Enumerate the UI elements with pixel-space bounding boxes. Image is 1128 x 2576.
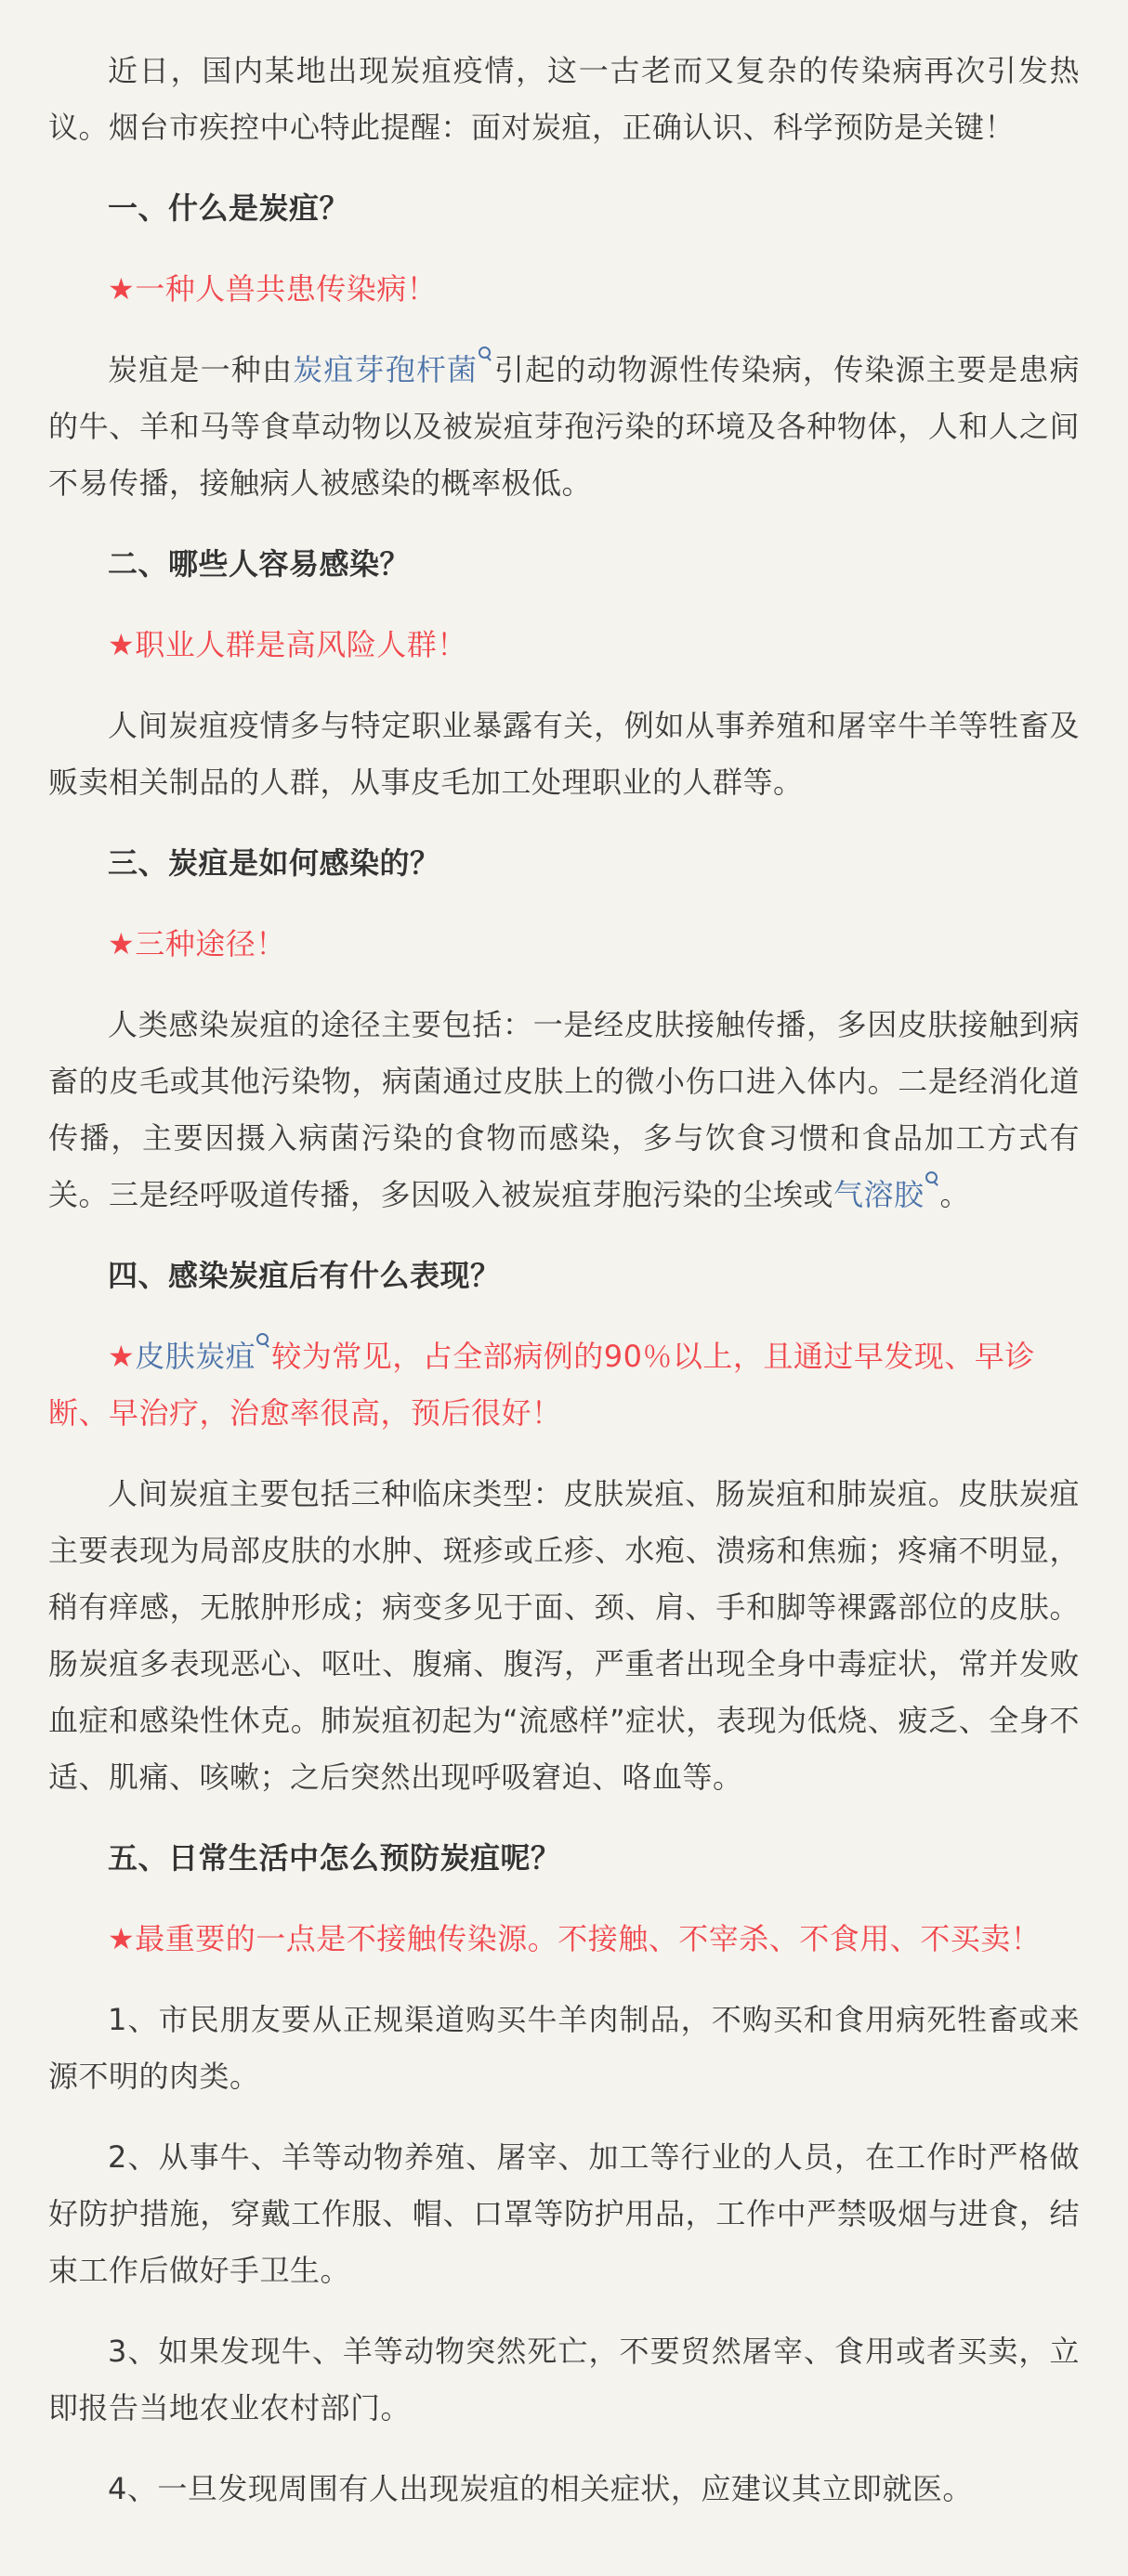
section-2-paragraph: 人间炭疽疫情多与特定职业暴露有关，例如从事养殖和屠宰牛羊等牲畜及贩卖相关制品的人群，从事皮毛加工处理职业的人群等。 <box>48 708 1080 800</box>
section-4-highlight-text: 较为常见，占全部病例的90％以上，且通过早发现、早诊断、早治疗，治愈率很高，预后很好！ <box>48 1339 1035 1431</box>
section-1-highlight: ★一种人兽共患传染病！ <box>108 271 438 307</box>
section-3-text-post: 。 <box>939 1177 971 1212</box>
prevention-item-2: 2、从事牛、羊等动物养殖、屠宰、加工等行业的人员，在工作时严格做好防护措施，穿戴工作服、帽、口罩等防护用品，工作中严禁吸烟与进食，结束工作后做好手卫生。 <box>48 2139 1080 2288</box>
section-2-highlight: ★职业人群是高风险人群！ <box>108 627 467 662</box>
search-icon[interactable] <box>925 1171 938 1188</box>
section-1-text-post: 引起的动物源性传染病，传染源主要是患病的牛、羊和马等食草动物以及被炭疽芽孢污染的环境及各种物体，人和人之间不易传播，接触病人被感染的概率极低。 <box>48 352 1080 501</box>
keyword-link-cutaneous-anthrax[interactable]: 皮肤炭疽 <box>135 1339 256 1374</box>
keyword-link-aerosol[interactable]: 气溶胶 <box>833 1177 925 1212</box>
section-3-paragraph <box>48 997 1080 1223</box>
intro-paragraph: 近日，国内某地出现炭疽疫情，这一古老而又复杂的传染病再次引发热议。烟台市疾控中心特此提醒：面对炭疽，正确认识、科学预防是关键！ <box>48 53 1080 145</box>
prevention-item-1: 1、市民朋友要从正规渠道购买牛羊肉制品，不购买和食用病死牲畜或来源不明的肉类。 <box>48 2002 1080 2094</box>
section-3-text-pre: 人类感染炭疽的途径主要包括：一是经皮肤接触传播，多因皮肤接触到病畜的皮毛或其他污染物，病菌通过皮肤上的微小伤口进入体内。二是经消化道传播，主要因摄入病菌污染的食物而感染，多与饮食习惯和食品加工方式有关。三是经呼吸道传播，多因吸入被炭疽芽胞污染的尘埃或 <box>48 1007 1080 1212</box>
section-4-paragraph: 人间炭疽主要包括三种临床类型：皮肤炭疽、肠炭疽和肺炭疽。皮肤炭疽主要表现为局部皮肤的水肿、斑疹或丘疹、水疱、溃疡和焦痂；疼痛不明显，稍有痒感，无脓肿形成；病变多见于面、颈、肩、手和脚等裸露部位的皮肤。肠炭疽多表现恶心、呕吐、腹痛、腹泻，严重者出现全身中毒症状，常并发败血症和感染性休克。肺炭疽初起为“流感样”症状，表现为低烧、疲乏、全身不适、肌痛、咳嗽；之后突然出现呼吸窘迫、咯血等。 <box>48 1476 1080 1795</box>
keyword-link-bacillus[interactable]: 炭疽芽孢杆菌 <box>293 352 479 387</box>
section-5-heading: 五、日常生活中怎么预防炭疽呢？ <box>108 1840 561 1876</box>
section-4-heading: 四、感染炭疽后有什么表现？ <box>108 1258 501 1293</box>
search-icon[interactable] <box>479 347 492 363</box>
star-marker: ★ <box>108 1339 136 1374</box>
search-icon[interactable] <box>256 1333 269 1350</box>
prevention-item-4: 4、一旦发现周围有人出现炭疽的相关症状，应建议其立即就医。 <box>108 2471 973 2506</box>
section-5-highlight: ★最重要的一点是不接触传染源。不接触、不宰杀、不食用、不买卖！ <box>108 1921 1042 1956</box>
section-1-paragraph <box>48 342 1080 512</box>
prevention-item-3: 3、如果发现牛、羊等动物突然死亡，不要贸然屠宰、食用或者买卖，立即报告当地农业农村部门。 <box>48 2334 1080 2426</box>
section-4-highlight <box>48 1328 1080 1442</box>
section-3-heading: 三、炭疽是如何感染的？ <box>108 845 440 881</box>
section-1-text-pre: 炭疽是一种由 <box>108 352 294 387</box>
section-1-heading: 一、什么是炭疽？ <box>108 190 350 226</box>
section-3-highlight: ★三种途径！ <box>108 926 286 961</box>
section-2-heading: 二、哪些人容易感染？ <box>108 546 411 582</box>
